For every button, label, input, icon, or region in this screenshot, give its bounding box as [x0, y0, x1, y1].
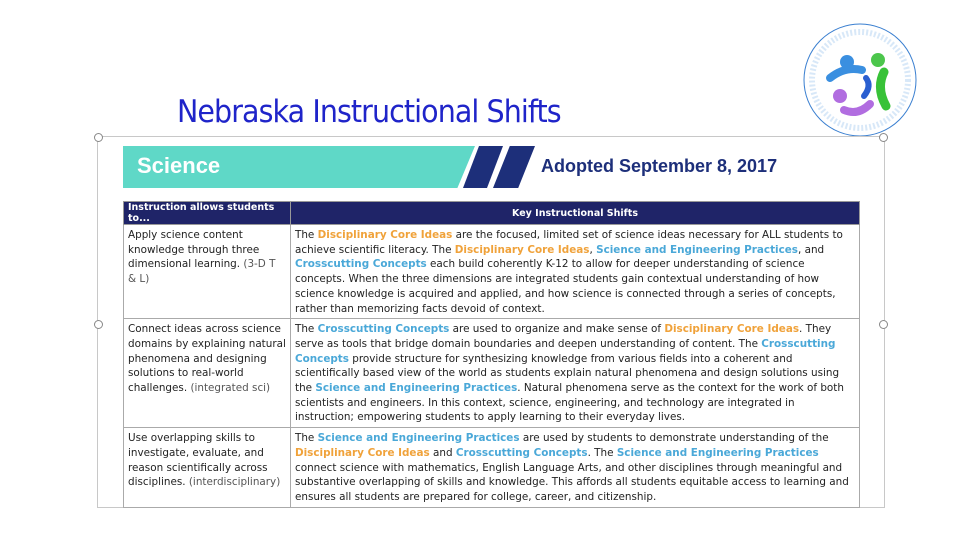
- key-shift-cell: [291, 319, 860, 428]
- term-highlight: Science and Engineering Practices: [315, 382, 518, 395]
- table-row: [124, 319, 860, 428]
- table-header-row: [124, 202, 860, 225]
- term-highlight: Crosscutting Concepts: [295, 258, 427, 271]
- slide-title: Nebraska Instructional Shifts: [177, 94, 561, 130]
- resize-handle-mid-left[interactable]: [94, 320, 103, 329]
- shift-text: The: [295, 229, 318, 241]
- instruction-text: Use overlapping skills to investigate, evaluate, and reason scientifically across disciplines.: [128, 432, 268, 489]
- shift-text: and: [429, 446, 456, 459]
- shift-text: are the focused, limited set of science ideas necessary for ALL students to achieve scientific literacy. The: [295, 229, 843, 256]
- shift-text: each build coherently K-12 to allow for deeper understanding of science concepts. When the three dimensions are integrated students gain contextual understanding of how science knowledge is acquired and applied, and how science is connected through a series of concepts, rather than memorizing facts devoid of context.: [295, 258, 836, 315]
- instruction-note: (interdisciplinary): [188, 476, 281, 489]
- term-highlight: Science and Engineering Practices: [616, 446, 819, 459]
- banner-subject: Science: [137, 153, 221, 178]
- instruction-text: Apply science content knowledge through three dimensional learning.: [128, 229, 260, 271]
- banner-adopted-date: Adopted September 8, 2017: [541, 156, 778, 176]
- term-highlight: Science and Engineering Practices: [317, 432, 520, 445]
- instructional-shifts-table: [123, 201, 860, 508]
- instruction-note: (3-D T & L): [128, 258, 276, 286]
- shift-text: provide structure for synthesizing knowledge from various fields into a coherent and scientifically based view of the world as students explain natural phenomena and design solutions using the: [295, 352, 840, 395]
- term-core-ideas: Disciplinary Core Ideas: [317, 229, 453, 241]
- instruction-cell: [124, 319, 291, 428]
- instruction-cell: [124, 225, 291, 319]
- term-highlight: Crosscutting Concepts: [295, 337, 836, 365]
- term-core-ideas: Disciplinary Core Ideas: [454, 243, 590, 256]
- term-highlight: Science and Engineering Practices: [596, 243, 798, 256]
- resize-handle-top-right[interactable]: [879, 133, 888, 142]
- shift-text: The: [295, 323, 318, 336]
- column-header-instruction: Instruction allows students to...: [124, 202, 291, 225]
- science-banner: [123, 146, 859, 188]
- resize-handle-mid-right[interactable]: [879, 320, 888, 329]
- nebraska-science-logo: [800, 20, 920, 140]
- term-highlight: Crosscutting Concepts: [455, 446, 588, 459]
- instruction-text: Connect ideas across science domains by explaining natural phenomena and designing solutions to real-world challenges.: [128, 323, 286, 395]
- shift-text: . The: [587, 446, 617, 459]
- shift-text: . Natural phenomena serve as the context for the work of both scientists and engineers. In this context, science, engineering, and technology are integrated in instruction; empowering students to apply learning to their everyday lives.: [295, 382, 844, 424]
- shift-text: . They serve as tools that bridge domain boundaries and deepen understanding of content. The: [295, 323, 832, 350]
- resize-handle-top-left[interactable]: [94, 133, 103, 142]
- table-row: [124, 428, 860, 508]
- shift-text: connect science with mathematics, English Language Arts, and other disciplines through meaningful and substantive overlapping of skills and knowledge. This affords all students equitable access to learning and ensures all students are prepared for college, career, and citizenship.: [295, 461, 849, 503]
- shift-text: The: [295, 432, 318, 445]
- term-highlight: Crosscutting Concepts: [317, 323, 450, 336]
- key-shift-cell: [291, 225, 860, 319]
- shift-text: ,: [589, 243, 597, 256]
- term-core-ideas: Disciplinary Core Ideas: [664, 323, 800, 336]
- shift-text: are used by students to demonstrate understanding of the: [519, 432, 829, 445]
- term-core-ideas: Disciplinary Core Ideas: [295, 446, 430, 459]
- key-shift-cell: [291, 428, 860, 508]
- instruction-cell: [124, 428, 291, 508]
- instruction-note: (integrated sci): [190, 382, 271, 395]
- column-header-key-shifts: Key Instructional Shifts: [291, 202, 860, 225]
- table-row: [124, 225, 860, 319]
- shift-text: , and: [798, 243, 825, 256]
- shift-text: are used to organize and make sense of: [449, 323, 665, 336]
